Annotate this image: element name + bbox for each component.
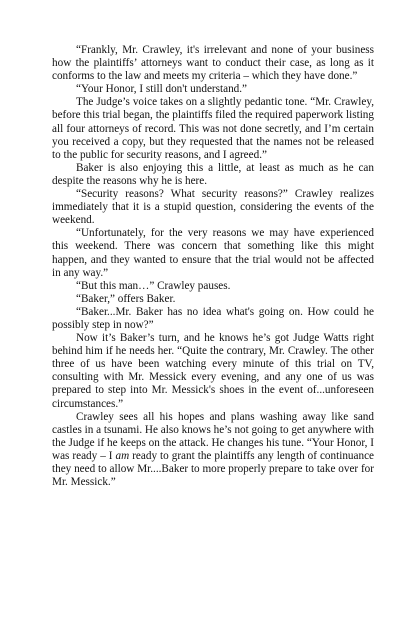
paragraph: “But this man…” Crawley pauses. (76, 279, 231, 292)
paragraph: “Your Honor, I still don't understand.” (76, 83, 248, 96)
book-page (52, 44, 374, 489)
paragraph: Baker is also enjoying this a little, at least as much as he can despite the reasons why he is here. (52, 161, 374, 187)
paragraph: Now it’s Baker’s turn, and he knows he’s got Judge Watts right behind him if he needs her. “Quite the contrary, Mr. Crawley. The other three of us have been watching every minute of this trial on TV, consulting with Mr. Messick every evening, and any one of us was prepared to step into Mr. Messick's shoes in the event of...unforeseen circumstances.” (52, 332, 374, 410)
paragraph-text: “Your Honor, I was ready – I (52, 436, 375, 462)
paragraph: “Baker...Mr. Baker has no idea what's going on. How could he possibly step in now?” (52, 305, 374, 331)
paragraph-text: Mr....Baker to more properly prepare to take over for Mr. Messick.” (52, 463, 375, 489)
paragraph-text: Crawley sees all his hopes and plans washing away like sand castles in a tsunami. He also knows he’s not going to get anywhere with the Judge if he keeps on the attack. He changes his tune. (52, 410, 374, 449)
paragraph (52, 411, 374, 490)
paragraph: “Baker,” offers Baker. (76, 292, 176, 305)
paragraph: The Judge’s voice takes on a slightly pedantic tone. “Mr. Crawley, before this trial began, the plaintiffs filed the required paperwork listing all four attorneys of record. This was not done secretly, and I’m certain you received a copy, but they requested that the names not be released to the public for security reasons, and I agreed.” (52, 96, 374, 161)
paragraph: “Unfortunately, for the very reasons we may have experienced this weekend. There was concern that something like this might happen, and they wanted to ensure that the trial would not be affected in any way.” (52, 227, 374, 279)
emphasis-text: am (115, 449, 130, 462)
paragraph: “Security reasons? What security reasons?” Crawley realizes immediately that it is a stupid question, considering the events of the weekend. (52, 188, 374, 227)
paragraph: “Frankly, Mr. Crawley, it's irrelevant and none of your business how the plaintiffs’ attorneys want to conduct their case, as long as it conforms to the law and meets my criteria – which they have done.” (52, 44, 374, 83)
paragraph-text: ready to grant the plaintiffs any length of continuance they need to allow (52, 449, 375, 475)
